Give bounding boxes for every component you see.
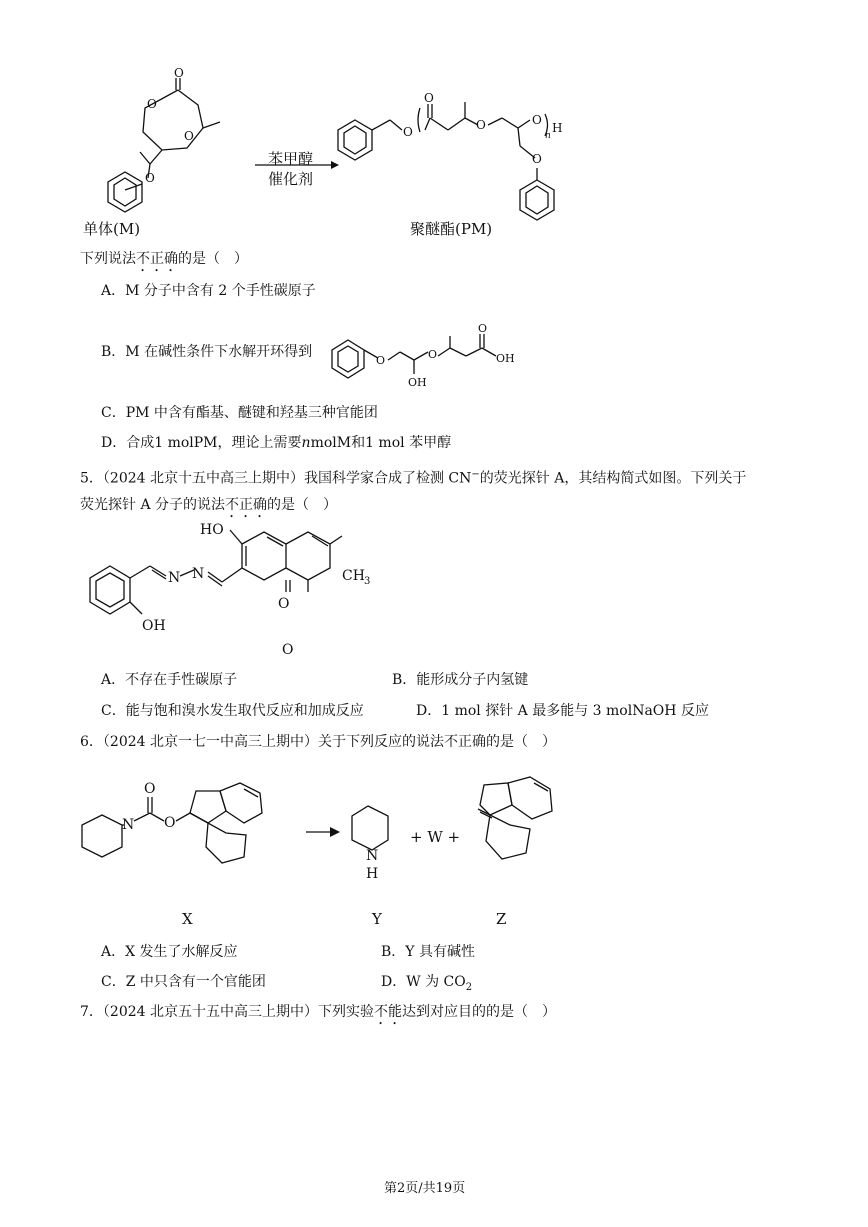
svg-text:3: 3 <box>364 576 371 587</box>
svg-text:N: N <box>192 566 205 582</box>
q4-stem: 下列说法不正确的是（ ） <box>80 251 248 267</box>
page-footer: 第2页/共19页 <box>384 1181 466 1196</box>
svg-text:O: O <box>476 118 486 132</box>
compound-y-structure <box>340 800 400 880</box>
svg-text:O: O <box>424 91 434 105</box>
plus-w: + W + <box>410 828 461 846</box>
svg-text:H: H <box>366 866 379 882</box>
svg-text:OH: OH <box>142 618 166 634</box>
monomer-label: 单体(M) <box>83 220 141 238</box>
q4-option-c: C．PM 中含有酯基、醚键和羟基三种官能团 <box>101 405 378 421</box>
polymer-label: 聚醚酯(PM) <box>410 220 493 238</box>
svg-text:CH: CH <box>342 568 365 584</box>
q5-stem-line1: 5．（2024 北京十五中高三上期中）我国科学家合成了检测 CN−的荧光探针 A，其结构简式如图。下列关于 <box>80 469 747 487</box>
svg-text:O: O <box>147 97 157 111</box>
svg-text:N: N <box>122 817 135 833</box>
svg-text:O: O <box>278 596 290 612</box>
q5-option-c: C．能与饱和溴水发生取代反应和加成反应 <box>101 703 364 719</box>
q6-option-c: C．Z 中只含有一个官能团 <box>101 974 266 990</box>
svg-text:n: n <box>545 131 551 141</box>
svg-text:O: O <box>532 113 542 127</box>
svg-text:OH: OH <box>408 376 427 389</box>
compound-z-structure <box>460 775 580 905</box>
q5-option-a: A．不存在手性碳原子 <box>101 672 238 688</box>
svg-text:O: O <box>145 171 155 185</box>
svg-text:OH: OH <box>496 352 515 365</box>
q7-stem: 7．（2024 北京五十五中高三上期中）下列实验不能达到对应目的的是（ ） <box>80 1004 556 1020</box>
label-y: Y <box>372 910 382 928</box>
svg-text:O: O <box>164 815 176 831</box>
probe-a-structure <box>80 520 380 660</box>
svg-text:O: O <box>428 348 438 361</box>
svg-text:HO: HO <box>200 522 224 538</box>
compound-x-structure <box>78 775 308 905</box>
svg-text:O: O <box>282 642 294 658</box>
q6-stem: 6．（2024 北京一七一中高三上期中）关于下列反应的说法不正确的是（ ） <box>80 734 556 750</box>
q6-option-a: A．X 发生了水解反应 <box>101 944 238 960</box>
svg-text:N: N <box>366 848 379 864</box>
svg-text:N: N <box>168 570 181 586</box>
svg-text:H: H <box>552 121 563 135</box>
label-x: X <box>182 910 193 928</box>
q4-option-a: A．M 分子中含有 2 个手性碳原子 <box>101 283 316 299</box>
label-z: Z <box>496 910 507 928</box>
hydrolysis-product-structure <box>328 322 528 392</box>
svg-text:O: O <box>478 322 488 335</box>
svg-text:O: O <box>376 354 386 367</box>
svg-text:O: O <box>532 152 542 166</box>
svg-text:O: O <box>144 781 156 797</box>
q5-stem-line2: 荧光探针 A 分子的说法不正确的是（ ） <box>80 497 338 513</box>
q6-option-d: D．W 为 $CO_2$ <box>381 974 473 993</box>
q5-option-d: D．1 mol 探针 A 最多能与 3 molNaOH 反应 <box>416 703 709 719</box>
q6-option-b: B．Y 具有碱性 <box>381 944 475 960</box>
q4-option-d: D．合成1 molPM，理论上需要nmolM和1 mol 苯甲醇 <box>101 435 452 451</box>
reagent-top: 苯甲醇 <box>268 150 314 168</box>
q4-option-b: B．M 在碱性条件下水解开环得到 <box>101 344 313 360</box>
svg-text:O: O <box>403 125 413 139</box>
reagent-bottom: 催化剂 <box>268 170 314 188</box>
svg-text:O: O <box>174 66 184 80</box>
svg-text:O: O <box>184 129 194 143</box>
q5-option-b: B．能形成分子内氢键 <box>392 672 529 688</box>
